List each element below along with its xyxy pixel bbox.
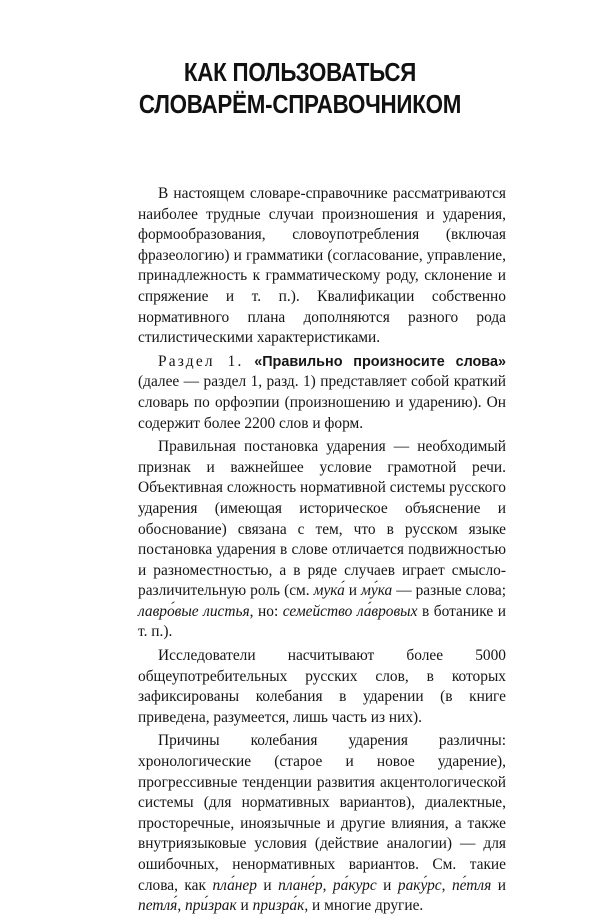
example-word: раку́рс [397, 876, 442, 894]
connector-text: и [344, 582, 362, 600]
paragraph-section-1 [138, 352, 506, 434]
title-line-1: КАК ПОЛЬЗОВАТЬСЯ [183, 57, 417, 87]
paragraph-researchers: Исследователи насчитывают более 5000 общеупотребительных русских слов, в которых зафиксированы колебания в ударении (в книге приведена, разумеется, лишь часть из них). [138, 647, 506, 726]
example-word: пе́тля [451, 876, 492, 894]
example-word: петля́ [138, 897, 178, 915]
connector-text: , [177, 897, 186, 915]
connector-text: и [376, 876, 398, 894]
paragraph-intro: В настоящем словаре-справочнике рассматриваются наиболее трудные случаи произношения и ударения, формообразования, словоупотребления (включая фразеологию) и грамматики (согласование, управление, принадлежность к грамматическому роду, склонение и спряжение и т. п.). Квалификации собственно нормативного плана дополняются разного рода стилистическими характеристиками. [138, 185, 506, 347]
paragraph-stress [138, 437, 506, 643]
causes-end: , и многие другие. [304, 897, 424, 915]
causes-text: Причины колебания ударения различны: хронологические (старое и новое ударение), прогрессивные тенденции развития акцентологической системы (для нормативных вариантов), диалектные, просторечные, иноязычные и другие влияния, а также внутриязыковые условия (действие аналогии) — для ошибочных, ненормативных вариантов. См. такие слова, как [138, 732, 506, 894]
example-phrase: семейство ла́вровых [282, 602, 418, 620]
connector-text: , [441, 876, 452, 894]
section-description: (далее — раздел 1, разд. 1) представляет собой краткий словарь по орфоэпии (произношению и ударению). Он содержит более 2200 слов и форм. [138, 373, 506, 432]
connector-text: , [322, 876, 333, 894]
example-word: мука́ [313, 582, 345, 600]
connector-text: и [236, 897, 253, 915]
section-title: «Правильно произносите слова» [254, 353, 506, 370]
connector-text: и [256, 876, 279, 894]
stress-text: Правильная постановка ударения — необходимый признак и важнейшее условие грамотной речи. Объективная сложность нормативной системы русского ударения (имеющая историческое объяснение и обоснование) связана с тем, что в русском языке постановка ударения в слове отличается подвижностью и разноместностью, а в ряде случаев играет смысло-различительную роль (см. [138, 438, 506, 600]
example-word: пла́нер [212, 876, 257, 894]
paragraph-causes [138, 731, 506, 916]
body-text [138, 184, 506, 920]
example-word: при́зрак [185, 897, 237, 915]
title-line-2: СЛОВАРЁМ-СПРАВОЧНИКОМ [138, 89, 462, 119]
example-word: ра́курс [332, 876, 377, 894]
example-word: призра́к [252, 897, 305, 915]
connector-text: — разные слова; [392, 582, 507, 600]
connector-text: , но: [249, 602, 283, 620]
example-word: плане́р [278, 876, 323, 894]
connector-text: и [491, 876, 506, 894]
example-phrase: лавро́вые листья [138, 602, 250, 620]
section-label: Раздел 1. [158, 352, 244, 370]
page-title [42, 56, 558, 120]
stress-tail: в ботанике и т. п.). [138, 602, 506, 641]
example-word: му́ка [361, 582, 393, 600]
